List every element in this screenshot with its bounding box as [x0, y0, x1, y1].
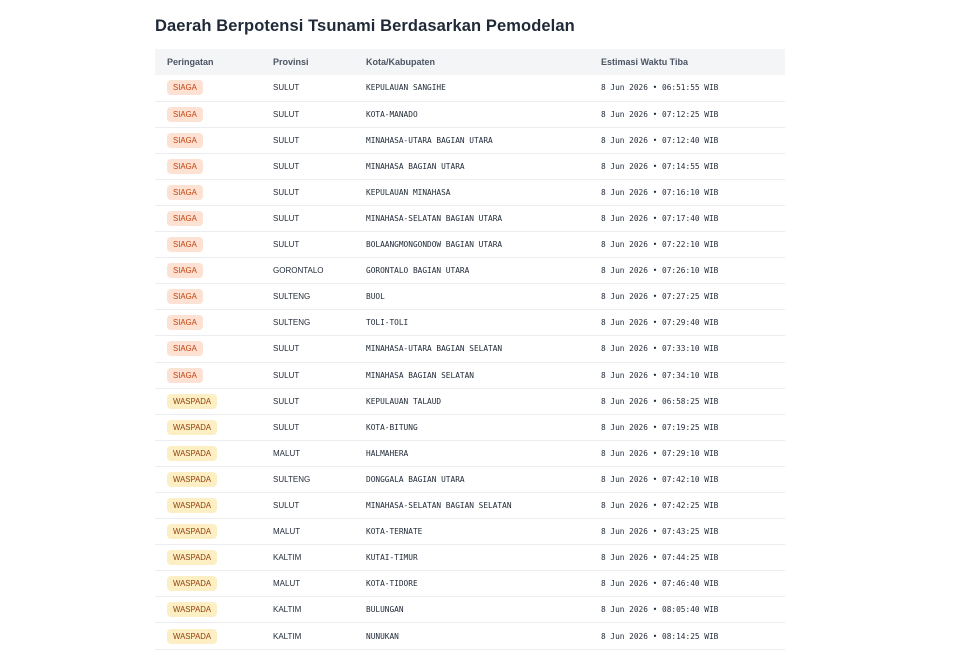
table-header-row [155, 49, 785, 75]
warning-cell [155, 440, 261, 466]
province-cell: MALUT [273, 527, 301, 537]
warning-cell [155, 284, 261, 310]
eta-cell: 8 Jun 2026 • 07:17:40 WIB [601, 214, 719, 224]
province-cell: KALTIM [273, 605, 302, 615]
province-cell: SULUT [273, 187, 300, 197]
warning-badge: WASPADA [167, 394, 217, 409]
province-cell: GORONTALO [273, 266, 324, 276]
city-cell: BOLAANGMONGONDOW BAGIAN UTARA [366, 240, 503, 250]
province-cell: KALTIM [273, 631, 302, 641]
warning-badge: WASPADA [167, 446, 217, 461]
warning-cell [155, 336, 261, 362]
warning-cell [155, 493, 261, 519]
column-header-province[interactable]: Provinsi [273, 57, 309, 67]
table-row [155, 545, 785, 571]
province-cell: SULUT [273, 240, 300, 250]
warning-cell [155, 414, 261, 440]
tsunami-zones-table [155, 49, 785, 650]
table-row [155, 310, 785, 336]
city-cell: GORONTALO BAGIAN UTARA [366, 266, 470, 276]
page-title: Daerah Berpotensi Tsunami Berdasarkan Pemodelan [155, 17, 575, 35]
province-cell: SULUT [273, 109, 300, 119]
table-row [155, 414, 785, 440]
warning-badge: WASPADA [167, 602, 217, 617]
eta-cell: 8 Jun 2026 • 07:22:10 WIB [601, 240, 719, 250]
city-cell: KOTA-BITUNG [366, 422, 418, 432]
province-cell: SULUT [273, 135, 300, 145]
province-cell: SULTENG [273, 292, 311, 302]
eta-cell: 8 Jun 2026 • 07:46:40 WIB [601, 579, 719, 589]
warning-cell [155, 466, 261, 492]
city-cell: KOTA-TERNATE [366, 527, 423, 537]
warning-badge: WASPADA [167, 420, 217, 435]
eta-cell: 8 Jun 2026 • 06:51:55 WIB [601, 83, 719, 93]
eta-cell: 8 Jun 2026 • 07:33:10 WIB [601, 344, 719, 354]
city-cell: KUTAI-TIMUR [366, 553, 418, 563]
warning-cell [155, 623, 261, 649]
province-cell: SULUT [273, 83, 300, 93]
eta-cell: 8 Jun 2026 • 07:29:40 WIB [601, 318, 719, 328]
warning-badge: WASPADA [167, 576, 217, 591]
table-row [155, 597, 785, 623]
warning-cell [155, 545, 261, 571]
city-cell: DONGGALA BAGIAN UTARA [366, 474, 465, 484]
province-cell: MALUT [273, 579, 301, 589]
warning-cell [155, 179, 261, 205]
table-row [155, 362, 785, 388]
province-cell: SULUT [273, 422, 300, 432]
warning-badge: SIAGA [167, 341, 203, 356]
table-header [155, 49, 785, 75]
table-body [155, 75, 785, 649]
table-row [155, 75, 785, 101]
table-row [155, 232, 785, 258]
table-row [155, 153, 785, 179]
warning-cell [155, 75, 261, 101]
warning-badge: SIAGA [167, 211, 203, 226]
province-cell: SULUT [273, 370, 300, 380]
eta-cell: 8 Jun 2026 • 07:34:10 WIB [601, 370, 719, 380]
warning-badge: WASPADA [167, 472, 217, 487]
eta-cell: 8 Jun 2026 • 07:42:25 WIB [601, 501, 719, 511]
warning-badge: SIAGA [167, 289, 203, 304]
column-header-warning[interactable]: Peringatan [167, 57, 214, 67]
warning-badge: WASPADA [167, 550, 217, 565]
city-cell: HALMAHERA [366, 448, 409, 458]
eta-cell: 8 Jun 2026 • 07:14:55 WIB [601, 161, 719, 171]
city-cell: NUNUKAN [366, 631, 399, 641]
column-header-city[interactable]: Kota/Kabupaten [366, 57, 436, 67]
warning-badge: WASPADA [167, 524, 217, 539]
eta-cell: 8 Jun 2026 • 08:14:25 WIB [601, 631, 719, 641]
city-cell: MINAHASA-SELATAN BAGIAN UTARA [366, 214, 503, 224]
table-row [155, 205, 785, 231]
table-row [155, 101, 785, 127]
warning-badge: SIAGA [167, 185, 203, 200]
warning-cell [155, 310, 261, 336]
eta-cell: 8 Jun 2026 • 07:19:25 WIB [601, 422, 719, 432]
city-cell: MINAHASA-UTARA BAGIAN SELATAN [366, 344, 503, 354]
eta-cell: 8 Jun 2026 • 07:42:10 WIB [601, 474, 719, 484]
city-cell: MINAHASA-UTARA BAGIAN UTARA [366, 135, 493, 145]
city-cell: MINAHASA BAGIAN UTARA [366, 161, 465, 171]
eta-cell: 8 Jun 2026 • 07:43:25 WIB [601, 527, 719, 537]
eta-cell: 8 Jun 2026 • 07:12:25 WIB [601, 109, 719, 119]
province-cell: SULUT [273, 344, 300, 354]
table-row [155, 623, 785, 649]
province-cell: SULTENG [273, 318, 311, 328]
warning-badge: SIAGA [167, 80, 203, 95]
table-row [155, 440, 785, 466]
table-row [155, 127, 785, 153]
warning-cell [155, 205, 261, 231]
warning-badge: WASPADA [167, 498, 217, 513]
city-cell: KEPULAUAN MINAHASA [366, 187, 451, 197]
eta-cell: 8 Jun 2026 • 07:44:25 WIB [601, 553, 719, 563]
city-cell: MINAHASA-SELATAN BAGIAN SELATAN [366, 501, 512, 511]
eta-cell: 8 Jun 2026 • 07:29:10 WIB [601, 448, 719, 458]
warning-cell [155, 519, 261, 545]
city-cell: BUOL [366, 292, 385, 302]
table-row [155, 466, 785, 492]
province-cell: SULTENG [273, 474, 311, 484]
eta-cell: 8 Jun 2026 • 07:16:10 WIB [601, 187, 719, 197]
table-row [155, 519, 785, 545]
table-row [155, 284, 785, 310]
table-row [155, 258, 785, 284]
city-cell: BULUNGAN [366, 605, 404, 615]
warning-cell [155, 388, 261, 414]
province-cell: SULUT [273, 214, 300, 224]
city-cell: MINAHASA BAGIAN SELATAN [366, 370, 474, 380]
eta-cell: 8 Jun 2026 • 06:58:25 WIB [601, 396, 719, 406]
province-cell: SULUT [273, 501, 300, 511]
warning-cell [155, 597, 261, 623]
table-row [155, 388, 785, 414]
warning-badge: SIAGA [167, 159, 203, 174]
table-row [155, 179, 785, 205]
city-cell: KEPULAUAN TALAUD [366, 396, 442, 406]
column-header-eta[interactable]: Estimasi Waktu Tiba [601, 57, 689, 67]
warning-cell [155, 571, 261, 597]
warning-badge: SIAGA [167, 107, 203, 122]
warning-cell [155, 362, 261, 388]
warning-cell [155, 153, 261, 179]
city-cell: TOLI-TOLI [366, 318, 409, 328]
table-row [155, 571, 785, 597]
warning-cell [155, 101, 261, 127]
province-cell: MALUT [273, 448, 301, 458]
eta-cell: 8 Jun 2026 • 07:26:10 WIB [601, 266, 719, 276]
warning-badge: SIAGA [167, 263, 203, 278]
table-row [155, 493, 785, 519]
province-cell: KALTIM [273, 553, 302, 563]
eta-cell: 8 Jun 2026 • 08:05:40 WIB [601, 605, 719, 615]
warning-cell [155, 127, 261, 153]
warning-badge: SIAGA [167, 237, 203, 252]
warning-badge: SIAGA [167, 368, 203, 383]
warning-badge: SIAGA [167, 315, 203, 330]
city-cell: KOTA-MANADO [366, 109, 418, 119]
eta-cell: 8 Jun 2026 • 07:12:40 WIB [601, 135, 719, 145]
province-cell: SULUT [273, 396, 300, 406]
table-row [155, 336, 785, 362]
warning-cell [155, 232, 261, 258]
warning-cell [155, 258, 261, 284]
eta-cell: 8 Jun 2026 • 07:27:25 WIB [601, 292, 719, 302]
city-cell: KEPULAUAN SANGIHE [366, 83, 446, 93]
warning-badge: WASPADA [167, 629, 217, 644]
city-cell: KOTA-TIDORE [366, 579, 418, 589]
warning-badge: SIAGA [167, 133, 203, 148]
province-cell: SULUT [273, 161, 300, 171]
